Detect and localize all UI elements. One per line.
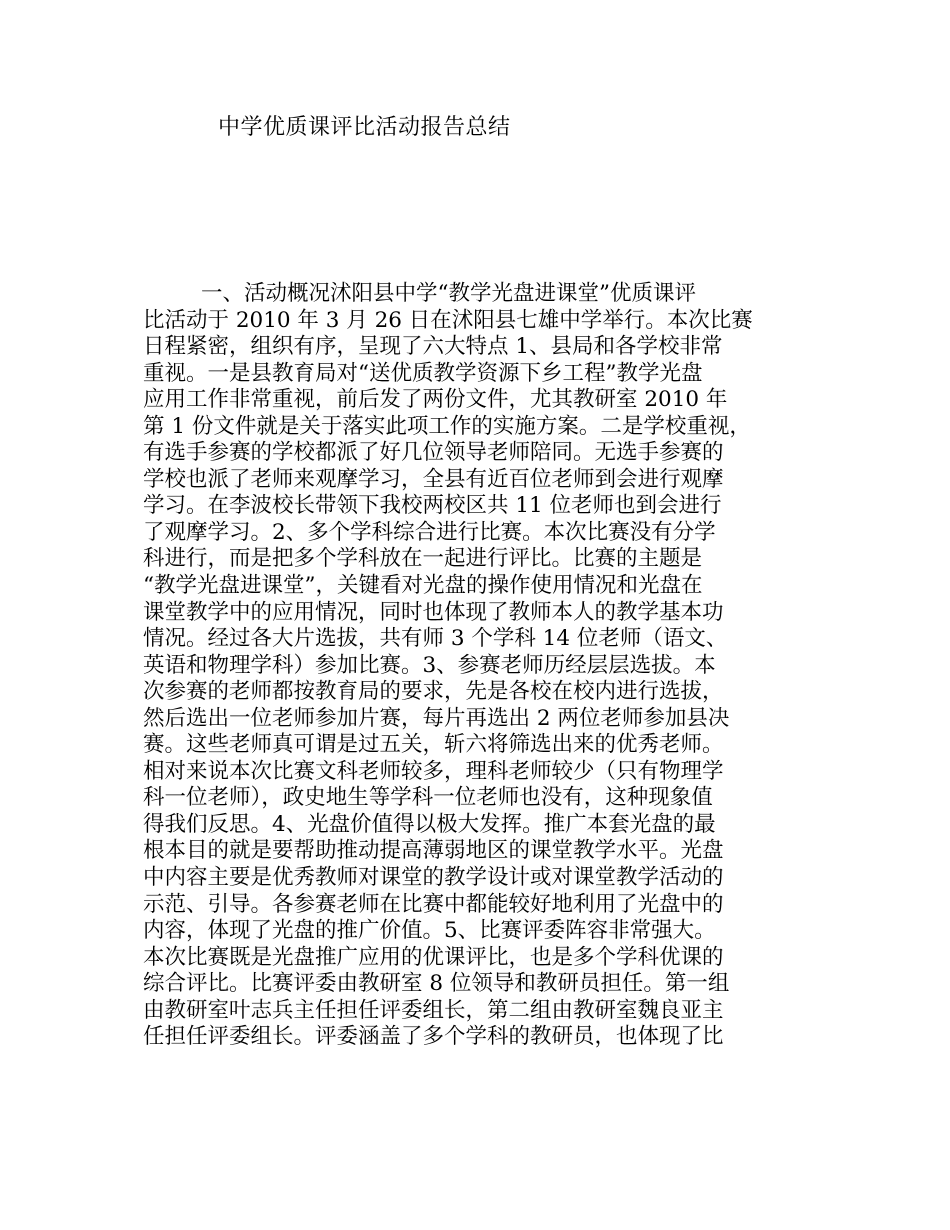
body-line: 第 1 份文件就是关于落实此项工作的实施方案。二是学校重视， — [143, 413, 751, 439]
body-line: 次参赛的老师都按教育局的要求，先是各校在校内进行选拔， — [143, 679, 724, 705]
body-line: 应用工作非常重视，前后发了两份文件，尤其教研室 2010 年 — [143, 387, 728, 413]
body-line: 比活动于 2010 年 3 月 26 日在沭阳县七雄中学举行。本次比赛 — [143, 307, 753, 333]
body-line: 得我们反思。4、光盘价值得以极大发挥。推广本套光盘的最 — [143, 811, 716, 837]
body-line: 中内容主要是优秀教师对课堂的教学设计或对课堂教学活动的 — [143, 865, 724, 891]
document-body — [143, 281, 833, 1051]
body-line: 内容，体现了光盘的推广价值。5、比赛评委阵容非常强大。 — [143, 918, 716, 944]
body-line: 综合评比。比赛评委由教研室 8 位领导和教研员担任。第一组 — [143, 971, 730, 997]
body-line: 由教研室叶志兵主任担任评委组长，第二组由教研室魏良亚主 — [143, 997, 724, 1023]
body-line: 情况。经过各大片选拔，共有师 3 个学科 14 位老师（语文、 — [143, 626, 728, 652]
body-line: 科一位老师），政史地生等学科一位老师也没有，这种现象值 — [143, 785, 713, 811]
body-line: 英语和物理学科）参加比赛。3、参赛老师历经层层选拔。本 — [143, 652, 716, 678]
body-line: 示范、引导。各参赛老师在比赛中都能较好地利用了光盘中的 — [143, 891, 724, 917]
body-line: 相对来说本次比赛文科老师较多，理科老师较少（只有物理学 — [143, 758, 724, 784]
body-line: 了观摩学习。2、多个学科综合进行比赛。本次比赛没有分学 — [143, 519, 716, 545]
body-line: 然后选出一位老师参加片赛，每片再选出 2 两位老师参加县决 — [143, 705, 730, 731]
body-line: 有选手参赛的学校都派了好几位领导老师陪同。无选手参赛的 — [143, 440, 724, 466]
body-line: 赛。这些老师真可谓是过五关，斩六将筛选出来的优秀老师。 — [143, 732, 724, 758]
body-line: “教学光盘进课堂”，关键看对光盘的操作使用情况和光盘在 — [143, 573, 703, 599]
body-line: 课堂教学中的应用情况，同时也体现了教师本人的教学基本功 — [143, 599, 724, 625]
body-line: 学校也派了老师来观摩学习，全县有近百位老师到会进行观摩 — [143, 466, 724, 492]
body-line: 重视。一是县教育局对“送优质教学资源下乡工程”教学光盘 — [143, 360, 703, 386]
body-line: 根本目的就是要帮助推动提高薄弱地区的课堂教学水平。光盘 — [143, 838, 724, 864]
body-line: 科进行，而是把多个学科放在一起进行评比。比赛的主题是 — [143, 546, 703, 572]
body-line: 本次比赛既是光盘推广应用的优课评比，也是多个学科优课的 — [143, 944, 724, 970]
body-line: 日程紧密，组织有序，呈现了六大特点 1、县局和各学校非常 — [143, 334, 723, 360]
document-title: 中学优质课评比活动报告总结 — [218, 115, 511, 140]
body-line: 任担任评委组长。评委涵盖了多个学科的教研员，也体现了比 — [143, 1024, 724, 1050]
body-line: 学习。在李波校长带领下我校两校区共 11 位老师也到会进行 — [143, 493, 722, 519]
body-line: 一、活动概况沭阳县中学“教学光盘进课堂”优质课评 — [201, 281, 696, 306]
